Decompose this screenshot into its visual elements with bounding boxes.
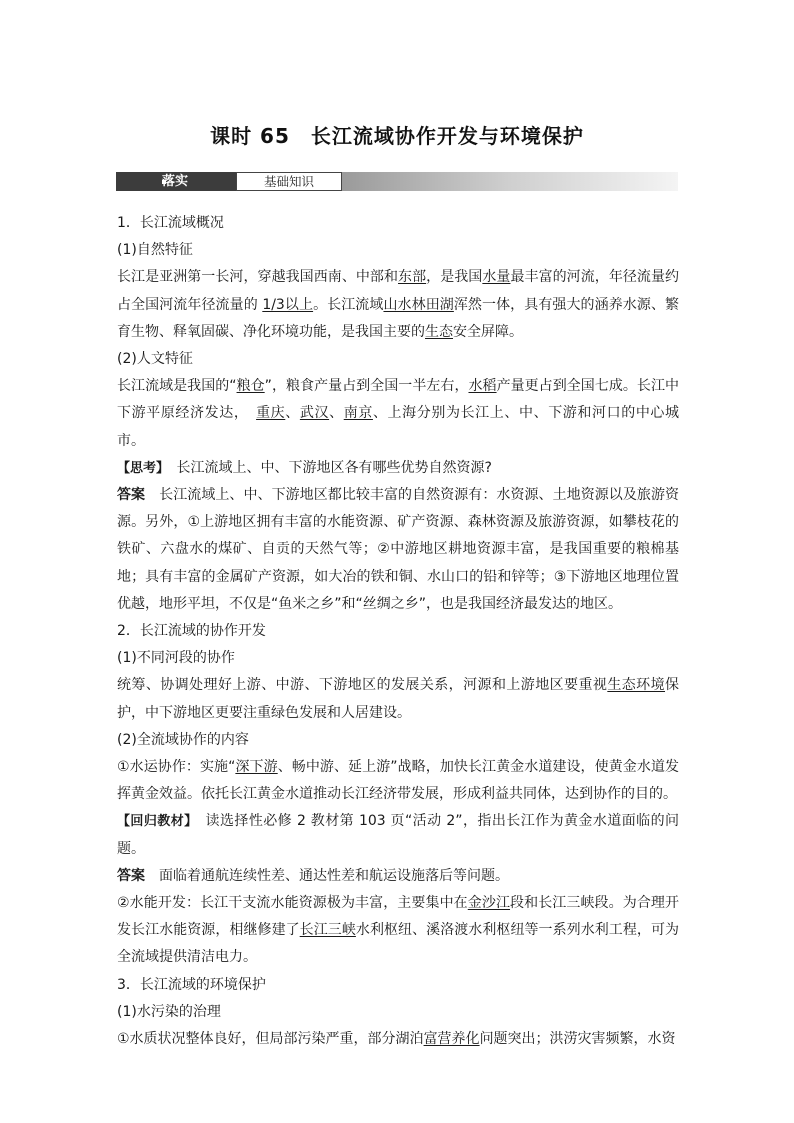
review-question: 【回归教材】 读选择性必修 2 教材第 103 页“活动 2”，指出长江作为黄金水道面临的问题。 (117, 813, 680, 857)
section-bar-right-label: 基础知识 (263, 174, 314, 189)
blank-answer: 南京 (343, 405, 373, 422)
s3-heading: 3．长江流域的环境保护 (117, 976, 266, 993)
blank-answer: 生态环境 (607, 677, 666, 694)
blank-answer: 水量 (482, 269, 511, 286)
review-tag: 【回归教材】 (117, 814, 192, 830)
s2-sub2: (2)全流域协作的内容 (117, 731, 249, 748)
answer-label: 答案 (117, 487, 146, 504)
s2-sub1: (1)不同河段的协作 (117, 650, 235, 667)
blank-answer: 生态 (425, 323, 453, 340)
blank-answer: 重庆 (256, 405, 286, 422)
blank-answer: 武汉 (299, 405, 330, 422)
blank-answer: 粮仓 (236, 378, 265, 395)
s1-sub1: (1)自然特征 (117, 242, 193, 259)
section-bar-left-label: 落实 (162, 174, 189, 189)
review-answer: 答案 面临着通航连续性差、通达性差和航运设施落后等问题。 (117, 867, 509, 884)
section-bar-right-box (236, 172, 342, 191)
blank-answer: 东部 (398, 269, 427, 286)
s2-paragraph-2: ①水运协作：实施“深下游、畅中游、延上游”战略，加快长江黄金水道建设，使黄金水道发挥黄金效益。依托长江黄金水道推动长江经济带发展，形成利益共同体，达到协作的目的。 (117, 759, 679, 803)
s2-paragraph-1: 统筹、协调处理好上游、中游、下游地区的发展关系，河源和上游地区要重视生态环境保护，中下游地区更要注重绿色发展和人居建设。 (117, 677, 680, 721)
blank-answer: 1/3以上 (262, 296, 314, 313)
blank-answer: 长江三峡 (299, 922, 356, 939)
s1-heading: 1．长江流域概况 (117, 215, 224, 231)
think-question: 【思考】 长江流域上、中、下游地区各有哪些优势自然资源? (117, 459, 492, 476)
s2-paragraph-3: ②水能开发：长江干支流水能资源极为丰富，主要集中在金沙江段和长江三峡段。为合理开发长江水能资源，相继修建了长江三峡水利枢纽、溪洛渡水利枢纽等一系列水利工程，可为全流域提供清洁电力。 (117, 895, 680, 966)
blank-answer: 深下游 (235, 759, 278, 776)
s1-sub2: (2)人文特征 (117, 351, 193, 368)
blank-answer: 山水林田湖 (383, 296, 454, 313)
think-tag: 【思考】 (117, 460, 163, 476)
s1-paragraph-2: 长江流域是我国的“粮仓”，粮食产量占到全国一半左右，水稻产量更占到全国七成。长江中下游平原经济发达， 重庆、武汉、南京、上海分别为长江上、中、下游和河口的中心城市。 (117, 378, 680, 449)
think-answer: 答案 长江流域上、中、下游地区都比较丰富的自然资源有：水资源、土地资源以及旅游资源。另外，①上游地区拥有丰富的水能资源、矿产资源、森林资源及旅游资源，如攀枝花的铁矿、六盘水的煤矿、自贡的天然气等；②中游地区耕地资源丰富，是我国重要的粮棉基地；具有丰富的金属矿产资源，如大冶的铁和铜、水山口的铅和锌等；③下游地区地理位置优越，地形平坦，不仅是“鱼米之乡”和“丝绸之乡”，也是我国经济最发达的地区。 (117, 487, 680, 612)
s2-heading: 2．长江流域的协作开发 (117, 623, 266, 640)
s3-paragraph-1: ①水质状况整体良好，但局部污染严重，部分湖泊富营养化问题突出；洪涝灾害频繁，水资 (117, 1031, 676, 1048)
s3-sub1: (1)水污染的治理 (117, 1003, 221, 1020)
blank-answer: 富营养化 (423, 1031, 480, 1048)
blank-answer: 金沙江 (467, 895, 511, 912)
answer-label: 答案 (117, 867, 145, 884)
s1-paragraph-1: 长江是亚洲第一长河，穿越我国西南、中部和东部，是我国水量最丰富的河流，年径流量约占全国河流年径流量的 1/3以上。长江流域山水林田湖浑然一体，具有强大的涵养水源、繁育生物、释氧固碳、净化环境功能，是我国主要的生态安全屏障。 (117, 269, 680, 340)
page-title: 课时 65 长江流域协作开发与环境保护 (210, 124, 584, 148)
content-body (117, 210, 679, 1053)
blank-answer: 水稻 (468, 378, 497, 395)
section-header-bar (116, 172, 678, 191)
